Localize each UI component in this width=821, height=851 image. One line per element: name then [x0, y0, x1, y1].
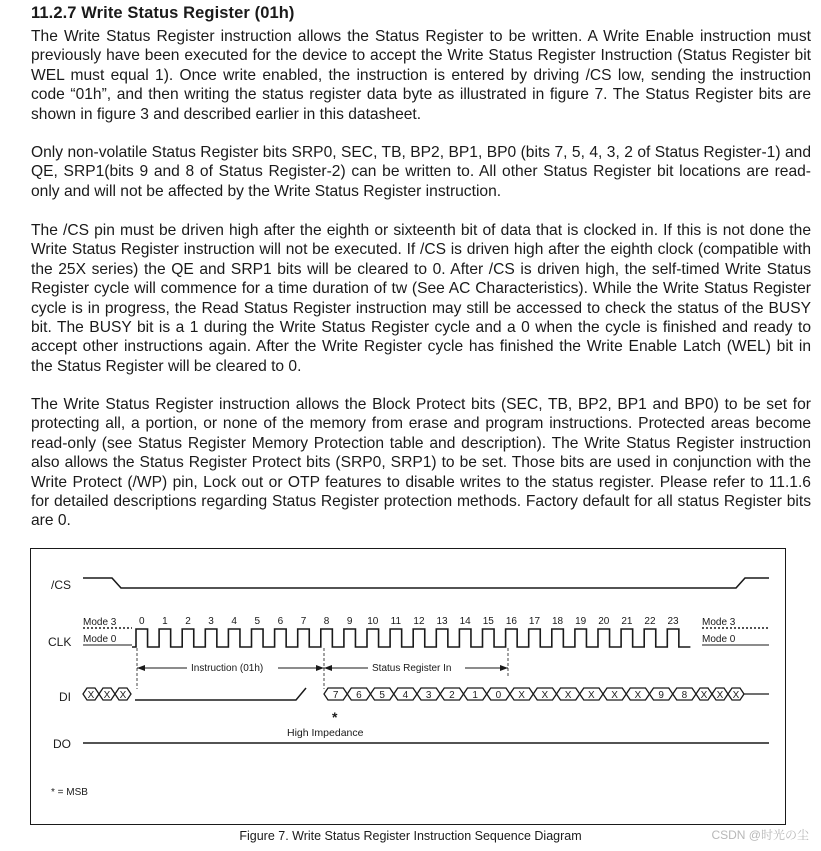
- mode0-label-left: Mode 0: [83, 634, 117, 645]
- clock-number: 17: [528, 616, 541, 627]
- clock-number: 11: [390, 616, 402, 627]
- di-dont-care-trail: X: [700, 690, 708, 701]
- di-data-bit: X: [588, 690, 595, 701]
- figure-caption: Figure 7. Write Status Register Instruction Sequence Diagram: [239, 829, 582, 843]
- di-data-bit: X: [564, 690, 572, 701]
- clock-number: 3: [208, 616, 214, 627]
- clock-number: 0: [138, 616, 145, 627]
- clock-number: 15: [482, 616, 494, 627]
- mode3-label-right: Mode 3: [702, 617, 736, 628]
- di-dont-care-lead: X: [119, 690, 127, 701]
- section-heading: 11.2.7 Write Status Register (01h): [31, 4, 295, 22]
- di-data-bit: 3: [425, 690, 432, 701]
- di-dont-care-trail: X: [716, 690, 724, 701]
- mode3-label-left: Mode 3: [83, 617, 117, 628]
- clock-number: 21: [621, 616, 633, 627]
- clock-number: 2: [185, 616, 191, 627]
- di-data-bit: 1: [472, 690, 478, 701]
- di-dont-care-trail: X: [732, 690, 740, 701]
- clk-signal-label: CLK: [48, 635, 72, 649]
- di-data-bit: X: [518, 690, 525, 701]
- do-signal-label: DO: [53, 737, 71, 751]
- clock-number: 22: [644, 616, 656, 627]
- di-data-bit: 6: [356, 690, 362, 701]
- clock-number: 4: [231, 616, 237, 627]
- clock-number: 20: [598, 616, 610, 627]
- di-low-line: [135, 688, 306, 700]
- paragraph-2: Only non-volatile Status Register bits SRP0, SEC, TB, BP2, BP1, BP0 (bits 7, 5, 4, 3, 2 of Status Register-1) and QE, SRP1(bits 9 and 8 of Status Register-2) can be written to. All other Status Register bit locations are read-only and will not be affected by the Write Status Register instruction.: [31, 144, 811, 200]
- paragraph-3: The /CS pin must be driven high after the eighth or sixteenth bit of data that is clocked in. If this is not done the Write Status Register instruction will not be executed. If /CS is driven high after the eighth clock (compatible with the 25X series) the QE and SRP1 bits will be cleared to 0. After /CS is driven high, the self-timed Write Status Register cycle will commence for a time duration of tw (See AC Characteristics). While the Write Status Register cycle is in progress, the Read Status Register instruction may still be accessed to check the status of the BUSY bit. The BUSY bit is a 1 during the Write Status Register cycle and a 0 when the cycle is finished and ready to accept other instructions again. After the Write Register cycle has finished the Write Enable Latch (WEL) bit in the Status Register will be cleared to 0.: [31, 222, 811, 375]
- di-data-bit: 2: [449, 690, 455, 701]
- mode0-label-right: Mode 0: [702, 634, 736, 645]
- di-data-bit: 9: [658, 690, 664, 701]
- msb-note: * = MSB: [51, 787, 88, 798]
- di-data-bit: 4: [402, 690, 409, 701]
- clock-number: 8: [323, 616, 330, 627]
- high-impedance-label: High Impedance: [287, 727, 364, 739]
- paragraph-4: The Write Status Register instruction allows the Block Protect bits (SEC, TB, BP2, BP1 and BP0) to be set for protecting all, a portion, or none of the memory from erase and program instructions. Protected areas become read-only (see Status Register Memory Protection table and description). The Write Status Register instruction also allows the Status Register Protect bits (SRP0, SRP1) to be set. Those bits are used in conjunction with the Write Protect (/WP) pin, Lock out or OTP features to disable writes to the status register. Please refer to 11.1.6 for detailed descriptions regarding Status Register protection methods. Factory default for all status Register bits are 0.: [31, 396, 811, 530]
- clock-number: 9: [346, 616, 353, 627]
- di-data-bit: 0: [495, 690, 502, 701]
- di-data-bit: X: [634, 690, 642, 701]
- clock-number: 6: [277, 616, 284, 627]
- instruction-arrowhead-left: [137, 665, 145, 671]
- status-arrowhead-left: [324, 665, 332, 671]
- di-data-bit: 8: [681, 690, 688, 701]
- watermark: CSDN @时光の尘: [711, 828, 809, 842]
- paragraph-1: The Write Status Register instruction allows the Status Register to be written. A Write Enable instruction must previously have been executed for the device to accept the Write Status Register Instruction (Status Register bit WEL must equal 1). Once write enabled, the instruction is entered by driving /CS low, sending the instruction code “01h”, and then writing the status register data byte as illustrated in figure 7. The Status Register bits are shown in figure 3 and described earlier in this datasheet.: [31, 28, 811, 123]
- clock-number: 13: [436, 616, 448, 627]
- instruction-label: Instruction (01h): [191, 663, 264, 674]
- clock-number: 12: [413, 616, 425, 627]
- di-dont-care-lead: X: [103, 690, 111, 701]
- di-data-bit: 7: [332, 690, 339, 701]
- clock-number: 1: [162, 616, 168, 627]
- clk-waveform: [132, 629, 690, 647]
- di-data-bit: X: [541, 690, 549, 701]
- instruction-arrowhead-right: [316, 665, 324, 671]
- timing-diagram: [30, 548, 786, 825]
- clock-number: 5: [254, 616, 261, 627]
- di-signal-label: DI: [59, 690, 71, 704]
- clock-number: 19: [575, 616, 587, 627]
- di-data-bit: X: [611, 690, 618, 701]
- clock-number: 23: [667, 616, 679, 627]
- clock-number: 7: [300, 616, 307, 627]
- status-register-label: Status Register In: [372, 663, 452, 674]
- clock-number: 10: [367, 616, 379, 627]
- clock-number: 16: [505, 616, 517, 627]
- di-dont-care-lead: X: [87, 690, 95, 701]
- di-data-bit: 5: [379, 690, 385, 701]
- msb-star: *: [332, 709, 338, 725]
- cs-signal-label: /CS: [51, 578, 72, 592]
- cs-waveform: [83, 578, 769, 588]
- clock-number: 14: [459, 616, 471, 627]
- status-arrowhead-right: [500, 665, 508, 671]
- clock-number: 18: [552, 616, 564, 627]
